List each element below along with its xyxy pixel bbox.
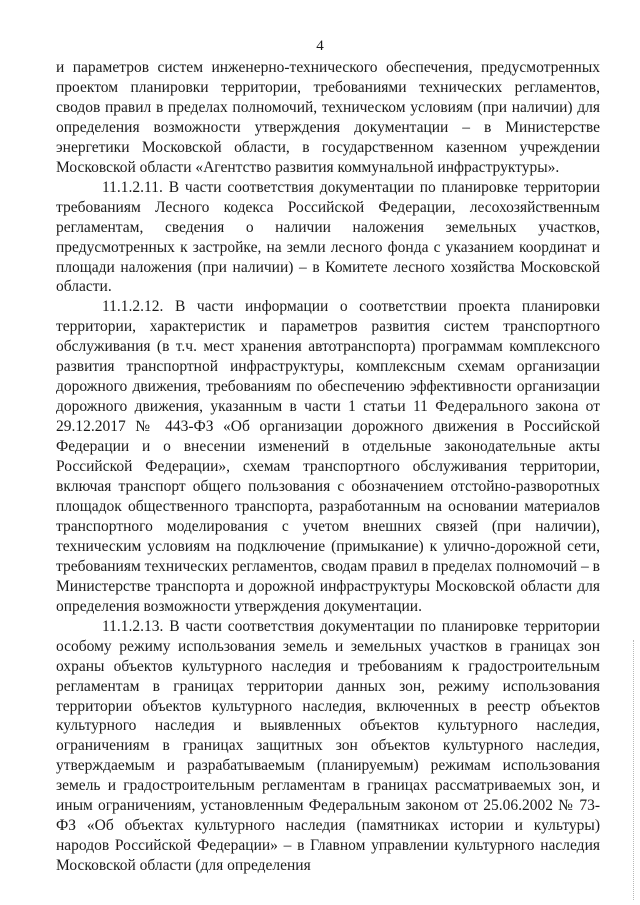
page-number: 4 [316, 38, 324, 54]
paragraph-continuation: и параметров систем инженерно-технического обеспечения, предусмотренных проектом планировки территории, требованиями технических регламентов, сводов правил в пределах полномочий, техническом условиям (при наличии) для определения возможности утверждения документации – в Министерстве энергетики Московской области, в государственном казенном учреждении Московской области «Агентство развития коммунальной инфраструктуры». [56, 59, 600, 176]
paragraph-11-1-2-13: 11.1.2.13. В части соответствия документации по планировке территории особому режиму использования земель и земельных участков в границах зон охраны объектов культурного наследия и требованиям к градостроительным регламентам в границах территории данных зон, режиму использования территории объектов культурного наследия, включенных в реестр объектов культурного наследия и выявленных объектов культурного наследия, ограничениям в границах защитных зон объектов культурного наследия, утверждаемым и разрабатываемым (планируемым) режимам использования земель и градостроительным регламентам в границах рассматриваемых зон, и иным ограничениям, установленным Федеральным законом от 25.06.2002 № 73-ФЗ «Об объектах культурного наследия (памятниках истории и культуры) народов Российской Федерации» – в Главном управлении культурного наследия Московской области (для определения [56, 617, 600, 875]
document-body [56, 58, 600, 876]
paragraph-11-1-2-12: 11.1.2.12. В части информации о соответствии проекта планировки территории, характеристик и параметров развития систем транспортного обслуживания (в т.ч. мест хранения автотранспорта) программам комплексного развития транспортной инфраструктуры, комплексным схемам организации дорожного движения, требованиям по обеспечению эффективности организации дорожного движения, указанным в части 1 статьи 11 Федерального закона от 29.12.2017 № 443-ФЗ «Об организации дорожного движения в Российской Федерации и о внесении изменений в отдельные законодательные акты Российской Федерации», схемам транспортного обслуживания территории, включая транспорт общего пользования с обозначением отстойно-разворотных площадок общественного транспорта, разработанным на основании материалов транспортного моделирования с учетом внешних связей (при наличии), техническим условиям на подключение (примыкание) к улично-дорожной сети, требованиям технических регламентов, сводам правил в пределах полномочий – в Министерстве транспорта и дорожной инфраструктуры Московской области для определения возможности утверждения документации. [56, 298, 600, 615]
scan-edge-mark [632, 640, 634, 900]
paragraph-11-1-2-11: 11.1.2.11. В части соответствия документации по планировке территории требованиям Лесного кодекса Российской Федерации, лесохозяйственным регламентам, сведения о наличии наложения земельных участков, предусмотренных к застройке, на земли лесного фонда с указанием координат и площади наложения (при наличии) – в Комитете лесного хозяйства Московской области. [56, 178, 600, 296]
